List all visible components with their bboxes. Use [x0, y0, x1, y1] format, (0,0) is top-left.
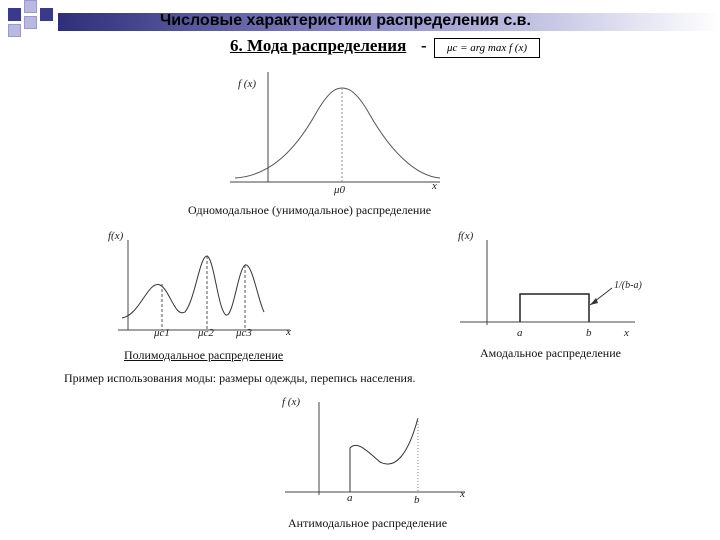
antimodal-fx-label: f (x): [282, 396, 301, 408]
polymodal-caption: Полимодальное распределение: [124, 348, 284, 362]
example-note: Пример использования моды: размеры одежды, перепись населения.: [64, 371, 416, 385]
page-title: Числовые характеристики распределения с.в.: [160, 12, 531, 29]
unimodal-caption: Одномодальное (унимодальное) распределение: [188, 203, 432, 217]
subtitle-dash: -: [421, 36, 427, 55]
unimodal-fx-label: f (x): [238, 78, 257, 90]
unimodal-curve: [235, 88, 440, 178]
amodal-caption: Амодальное распределение: [480, 346, 621, 360]
amodal-pointer-arrowhead: [590, 298, 598, 305]
polymodal-curve: [122, 256, 264, 318]
amodal-figure: [460, 240, 635, 325]
antimodal-caption: Антимодальное распределение: [288, 516, 448, 530]
unimodal-x-label: x: [432, 180, 437, 192]
polymodal-tick-label-3: μc3: [236, 327, 252, 339]
polymodal-x-label: x: [286, 326, 291, 338]
polymodal-tick-label-2: μc2: [198, 327, 214, 339]
amodal-x-label: x: [624, 327, 629, 339]
amodal-rectangle: [520, 294, 589, 322]
antimodal-figure: [285, 402, 465, 495]
antimodal-b-label: b: [414, 494, 420, 506]
polymodal-fx-label: f(x): [108, 230, 124, 242]
amodal-density-label: 1/(b-a): [614, 280, 642, 291]
unimodal-figure: [230, 72, 440, 182]
mode-formula: μс = arg max f (x): [434, 38, 540, 58]
antimodal-x-label: x: [460, 488, 465, 500]
polymodal-tick-label-1: μc1: [154, 327, 170, 339]
section-subtitle: 6. Мода распределения: [230, 36, 407, 55]
polymodal-figure: [118, 240, 290, 330]
antimodal-curve: [350, 418, 418, 492]
amodal-fx-label: f(x): [458, 230, 474, 242]
unimodal-mode-label: μ0: [334, 184, 346, 196]
amodal-a-label: a: [517, 327, 523, 339]
amodal-b-label: b: [586, 327, 592, 339]
antimodal-a-label: a: [347, 492, 353, 504]
